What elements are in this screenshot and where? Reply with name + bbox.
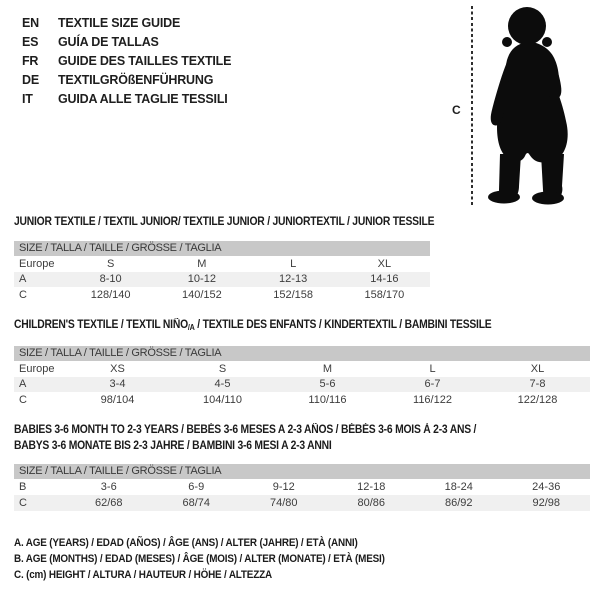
language-label: GUÍA DE TALLAS [58,34,159,49]
value-cell: 128/140 [90,289,131,301]
value-cell: 24-36 [532,481,561,493]
size-cell: XL [530,363,545,375]
language-code: IT [22,91,33,106]
language-code: DE [22,72,39,87]
legend-line-c: C. (cm) HEIGHT / ALTURA / HAUTEUR / HÖHE / ALTEZZA [14,569,272,581]
size-cell: L [429,363,436,375]
value-cell: 62/68 [94,497,123,509]
language-row-de [22,70,231,89]
children-size-table [14,346,590,408]
babies-section-title-line2 [14,440,332,453]
size-header-bar: SIZE / TALLA / TAILLE / GRÖSSE / TAGLIA [14,346,590,361]
value-cell: 92/98 [532,497,561,509]
value-cell: 152/158 [273,289,313,301]
value-cell: 158/170 [364,289,405,301]
row-label: Europe [19,363,55,375]
value-cell: 12-18 [357,481,386,493]
children-section-title [14,319,491,334]
language-row-es [22,32,231,51]
language-code: FR [22,53,39,68]
height-dashed-line [471,6,473,207]
row-label: C [19,497,27,509]
value-cell: 6-7 [424,378,441,390]
value-cell: 104/110 [203,394,242,406]
value-cell: 8-10 [99,273,122,285]
size-header-bar: SIZE / TALLA / TAILLE / GRÖSSE / TAGLIA [14,241,430,256]
junior-section-title [14,216,434,229]
value-cell: 110/116 [308,394,347,406]
language-list [22,13,231,108]
language-code: EN [22,15,39,30]
language-label: GUIDE DES TAILLES TEXTILE [58,53,232,68]
value-cell: 14-16 [370,273,399,285]
value-cell: 116/122 [413,394,452,406]
value-cell: 7-8 [529,378,546,390]
babies-section-title-line1 [14,424,476,437]
value-cell: 98/104 [100,394,135,406]
language-label: TEXTILE SIZE GUIDE [58,15,181,30]
babies-title-line1-text: BABIES 3-6 MONTH TO 2-3 YEARS / BEBÉS 3-6 MESES A 2-3 AÑOS / BÉBÉS 3-6 MOIS À 2-3 ANS / [14,424,477,436]
junior-row-a [14,272,430,287]
babies-row-c [14,495,590,511]
legend-line-a: A. AGE (YEARS) / EDAD (AÑOS) / ÂGE (ANS) / ALTER (JAHRE) / ETÀ (ANNI) [14,537,358,549]
junior-title-text: JUNIOR TEXTILE / TEXTIL JUNIOR/ TEXTILE JUNIOR / JUNIORTEXTIL / JUNIOR TESSILE [14,216,435,228]
junior-size-table [14,241,430,303]
junior-region-row [14,256,430,272]
value-cell: 6-9 [188,481,205,493]
value-cell: 86/92 [444,497,473,509]
children-title-post: / TEXTILE DES ENFANTS / KINDERTEXTIL / BAMBINI TESSILE [194,319,492,331]
language-label: TEXTILGRÖßENFÜHRUNG [58,72,214,87]
size-header-bar: SIZE / TALLA / TAILLE / GRÖSSE / TAGLIA [14,464,590,479]
size-cell: XL [377,258,392,270]
legend-line-b: B. AGE (MONTHS) / EDAD (MESES) / ÂGE (MOIS) / ALTER (MONATE) / ETÀ (MESI) [14,553,385,565]
babies-title-line2-text: BABYS 3-6 MONATE BIS 2-3 JAHRE / BAMBINI 3-6 MESI A 2-3 ANNI [14,440,332,452]
row-label: B [19,481,27,493]
language-row-it [22,89,231,108]
value-cell: 3-4 [109,378,126,390]
value-cell: 9-12 [272,481,295,493]
children-row-a [14,377,590,392]
measurement-legend [14,535,426,583]
value-cell: 18-24 [444,481,473,493]
children-row-c [14,392,590,408]
value-cell: 4-5 [214,378,231,390]
children-title-pre: CHILDREN'S TEXTILE / TEXTIL NIÑO [14,319,188,331]
language-code: ES [22,34,39,49]
value-cell: 5-6 [319,378,336,390]
value-cell: 74/80 [269,497,298,509]
row-label: C [19,394,27,406]
value-cell: 122/128 [517,394,558,406]
language-row-en [22,13,231,32]
height-measure-label: C [452,103,461,117]
size-cell: S [218,363,227,375]
children-title-sub: /A [187,323,195,332]
language-label: GUIDA ALLE TAGLIE TESSILI [58,91,228,106]
row-label: A [19,273,27,285]
size-cell: L [290,258,297,270]
size-cell: M [322,363,333,375]
value-cell: 10-12 [187,273,216,285]
babies-size-table [14,464,590,511]
junior-row-c [14,287,430,303]
row-label: Europe [19,258,55,270]
value-cell: 140/152 [181,289,222,301]
value-cell: 12-13 [279,273,308,285]
row-label: A [19,378,27,390]
size-cell: XS [110,363,125,375]
size-cell: M [197,258,207,270]
row-label: C [19,289,27,301]
size-cell: S [106,258,115,270]
value-cell: 68/74 [182,497,211,509]
children-region-row [14,361,590,377]
babies-row-b [14,479,590,495]
value-cell: 80/86 [357,497,386,509]
language-row-fr [22,51,231,70]
baby-silhouette-icon [482,6,592,206]
value-cell: 3-6 [100,481,117,493]
